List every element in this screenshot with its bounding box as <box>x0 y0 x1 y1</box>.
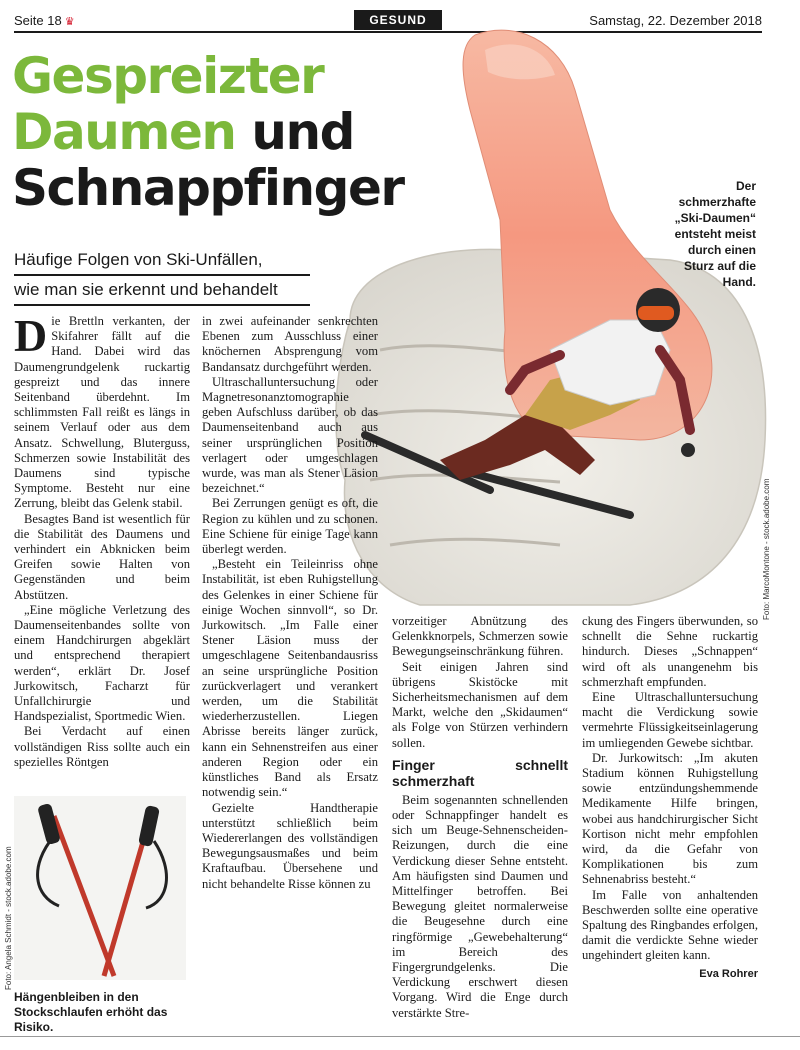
paragraph: Ultraschalluntersuchung oder Magnetresonanztomographie geben Aufschluss darüber, ob das Daumenseitenband auch aus seiner ursprünglichen Position verlagert oder umgeschlagen wurde, was man als Stener Läsion bezeichnet.“ <box>202 374 378 496</box>
ski-poles-caption: Hängenbleiben in den Stockschlaufen erhöht das Risiko. <box>14 990 168 1034</box>
section-heading: Finger schnellt schmerzhaft <box>392 756 568 789</box>
paragraph: Besagtes Band ist wesentlich für die Stabilität des Daumens und verhindert ein Abknicken beim Greifen sowie Halten von Gegenständen und beim Abstützen. <box>14 511 190 602</box>
paragraph: ckung des Fingers überwunden, so schnellt die Sehne ruckartig hindurch. Dieses „Schnappen“ wird oft als unangenehm bis schmerzhaft empfunden. <box>582 614 758 689</box>
paragraph: Gezielte Handtherapie unterstützt schließlich beim Wiedererlangen des vollständigen Bewegungsausmaßes und beim Kraftaufbau. Übersehene und nicht behandelte Risse können zu <box>202 800 378 891</box>
headline <box>12 48 452 216</box>
page-number-text: Seite 18 <box>14 13 62 28</box>
paragraph: vorzeitiger Abnützung des Gelenkknorpels, Schmerzen sowie Bewegungseinschränkung führen. <box>392 614 568 659</box>
page-number <box>14 13 75 28</box>
paragraph: Dr. Jurkowitsch: „Im akuten Stadium können Ruhigstellung sowie entzündungshemmende Medikamente Hilfe bringen, wobei aus handchirurgischer Sicht Kortison nicht mehr empfohlen wird, da die Gefahr von Komplikationen bis zum Sehnenabriss besteht.“ <box>582 750 758 887</box>
footer-divider <box>0 1036 800 1037</box>
ski-poles-credit: Foto: Angela Schmidt - stock.adobe.com <box>4 846 13 990</box>
headline-line-3: Schnappfinger <box>12 159 404 217</box>
ski-poles-photo <box>14 796 186 980</box>
author-name: Eva Rohrer <box>699 967 758 980</box>
paragraph: Seit einigen Jahren sind übrigens Skistöcke mit Sicherheitsmechanismen auf dem Markt, welche den „Skidaumen“ als Folge von Stürzen verhindern sollen. <box>392 659 568 750</box>
paragraph: in zwei aufeinander senkrechten Ebenen zum Ausschluss einer knöchernen Absprengung vom Bandansatz durchgeführt werden. <box>202 314 378 374</box>
subheadline-line-2: wie man sie erkennt und behandelt <box>14 278 310 306</box>
hero-caption: Der schmerzhafte „Ski-Daumen“ entsteht meist durch einen Sturz auf die Hand. <box>674 179 756 289</box>
subheadline <box>14 248 310 308</box>
article-column-1 <box>14 310 190 770</box>
paragraph: „Eine mögliche Verletzung des Daumenseitenbandes sollte von einem Handchirurgen abgeklärt und entsprechend therapiert werden“, erklärt Dr. Josef Jurkowitsch, Facharzt für Unfallchirurgie und Handspezialist, Sportmedic Wien. <box>14 602 190 724</box>
subheadline-line-1: Häufige Folgen von Ski-Unfällen, <box>14 248 310 276</box>
paragraph: Beim sogenannten schnellenden oder Schnappfinger handelt es sich um Beuge-Sehnenscheiden-Reizungen, durch die eine Verdickung dieser Sehne entsteht. Am häufigsten sind Daumen und Mittelfinger betroffen. Bei Bewegung gleitet normalerweise die Beugesehne durch eine ringförmige „Gewebehalterung“ im Bereich des Fingergrundgelenks. Die Verdickung erschwert diesen Vorgang. Wird die Enge durch verstärkte Stre- <box>392 792 568 1020</box>
dropcap: D <box>14 310 48 361</box>
section-label: GESUND <box>354 10 442 30</box>
paragraph: „Besteht ein Teileinriss ohne Instabilität, ist eben Ruhigstellung des Gelenkes in einer Schiene für einige Wochen sinnvoll“, so Dr. Jurkowitsch. „Im Falle einer Stener Läsion muss der umgeschlagene Seitenbandausriss an seine ursprüngliche Position zurückverlagert und verankert werden, um die Stabilität wiederherzustellen. Liegen Abrisse bereits länger zurück, kann ein Sehnenstreifen aus einer anderen Region oder ein künstliches Band als Ersatz notwendig sein.“ <box>202 557 378 800</box>
headline-word-und: und <box>251 103 354 161</box>
hero-credit: Foto: MarcoMontone - stock.adobe.com <box>762 478 771 620</box>
paragraph: Im Falle von anhaltenden Beschwerden sollte eine operative Spaltung des Ringbandes erfolgen, damit die verdickte Sehne wieder ungehindert gleiten kann. <box>582 887 758 963</box>
issue-date: Samstag, 22. Dezember 2018 <box>589 13 762 28</box>
paragraph: Bei Zerrungen genügt es oft, die Region zu kühlen und zu schonen. Eine Schiene für einige Tage kann überlegt werden. <box>202 496 378 557</box>
article-column-2 <box>202 314 378 892</box>
paragraph: Eine Ultraschalluntersuchung macht die Verdickung sowie vermehrte Flüssigkeitseinlagerung im umliegenden Gewebe sichtbar. <box>582 690 758 750</box>
paragraph: Bei Verdacht auf einen vollständigen Riss sollte auch ein spezielles Röntgen <box>14 724 190 769</box>
paragraph: ie Brettln verkanten, der Skifahrer fällt auf die Hand. Dabei wird das Daumengrundgelenk ruckartig gespreizt und das innere Seitenband überdehnt. Im schlimmsten Fall reißt es längs in seinem Verlauf oder aus dem Ansatz. Schwellung, Bluterguss, Schmerzen sowie Instabilität des Daumens sind typische Symptome. Besteht nur eine Zerrung, bleibt das Gelenk stabil. <box>14 314 190 511</box>
crown-icon: ♛ <box>64 16 75 28</box>
headline-word-daumen: Daumen <box>12 103 236 161</box>
article-column-3 <box>392 614 568 1021</box>
article-column-4 <box>582 614 758 980</box>
headline-line-1: Gespreizter <box>12 47 324 105</box>
